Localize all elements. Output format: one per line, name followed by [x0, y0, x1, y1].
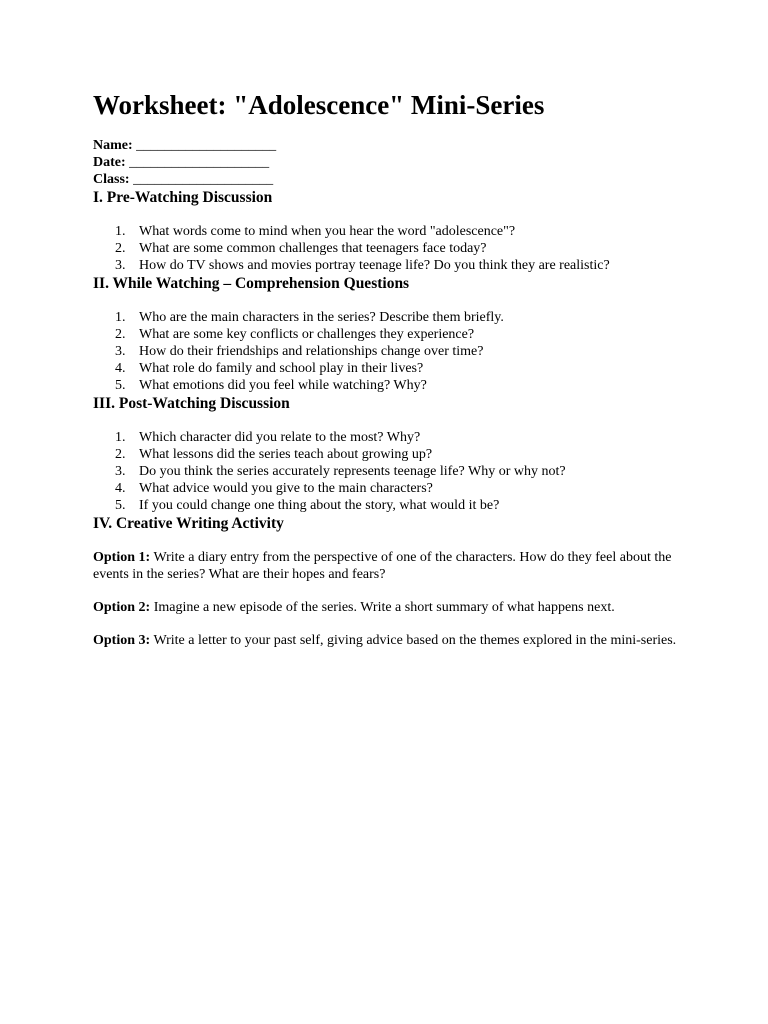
date-field [93, 154, 693, 171]
option-1-text: Write a diary entry from the perspective of one of the characters. How do they feel about the events in the series? What are their hopes and fears? [93, 550, 672, 582]
question-text: What lessons did the series teach about growing up? [139, 447, 433, 462]
pre-watching-heading: I. Pre-Watching Discussion [93, 189, 273, 206]
worksheet-page [93, 87, 693, 649]
option-2-label: Option 2: [93, 600, 151, 615]
page-title: Worksheet: "Adolescence" Mini-Series [93, 90, 545, 120]
question-text: What are some key conflicts or challenges they experience? [139, 327, 475, 342]
class-field [93, 171, 693, 188]
while-watching-questions [93, 309, 693, 394]
option-2 [93, 599, 683, 616]
date-field-blank: ____________________ [129, 155, 270, 170]
name-field-label: Name: [93, 138, 133, 153]
question-text: If you could change one thing about the story, what would it be? [139, 498, 500, 513]
list-item: 3. How do TV shows and movies portray teenage life? Do you think they are realistic? [115, 258, 610, 273]
list-item: 2. What lessons did the series teach about growing up? [115, 447, 433, 462]
name-field [93, 137, 693, 154]
list-item: 1. Who are the main characters in the series? Describe them briefly. [115, 310, 504, 325]
question-text: Do you think the series accurately represents teenage life? Why or why not? [139, 464, 566, 479]
list-item: 5. If you could change one thing about the story, what would it be? [115, 498, 500, 513]
question-text: What role do family and school play in their lives? [139, 361, 424, 376]
option-1 [93, 549, 683, 583]
question-text: What words come to mind when you hear the word "adolescence"? [139, 224, 516, 239]
name-field-blank: ____________________ [136, 138, 277, 153]
list-item: 2. What are some common challenges that teenagers face today? [115, 241, 487, 256]
option-2-text: Imagine a new episode of the series. Write a short summary of what happens next. [153, 600, 615, 615]
option-3-label: Option 3: [93, 633, 151, 648]
pre-watching-questions [93, 223, 693, 274]
question-text: How do TV shows and movies portray teenage life? Do you think they are realistic? [139, 258, 610, 273]
class-field-label: Class: [93, 172, 130, 187]
question-text: How do their friendships and relationships change over time? [139, 344, 484, 359]
post-watching-questions [93, 429, 693, 514]
list-item: 1. What words come to mind when you hear the word "adolescence"? [115, 224, 516, 239]
list-item: 3. Do you think the series accurately represents teenage life? Why or why not? [115, 464, 566, 479]
question-text: What are some common challenges that teenagers face today? [139, 241, 487, 256]
list-item: 5. What emotions did you feel while watching? Why? [115, 378, 427, 393]
post-watching-heading: III. Post-Watching Discussion [93, 395, 290, 412]
question-text: What emotions did you feel while watching? Why? [139, 378, 427, 393]
creative-writing-heading: IV. Creative Writing Activity [93, 515, 284, 532]
class-field-blank: ____________________ [133, 172, 274, 187]
option-1-label: Option 1: [93, 550, 151, 565]
list-item: 4. What advice would you give to the main characters? [115, 481, 433, 496]
student-info-fields [93, 137, 693, 188]
question-text: Who are the main characters in the series? Describe them briefly. [139, 310, 504, 325]
while-watching-heading: II. While Watching – Comprehension Questions [93, 275, 410, 292]
question-text: Which character did you relate to the most? Why? [139, 430, 421, 445]
question-text: What advice would you give to the main characters? [139, 481, 433, 496]
option-3-text: Write a letter to your past self, giving advice based on the themes explored in the mini-series. [153, 633, 677, 648]
list-item: 1. Which character did you relate to the most? Why? [115, 430, 421, 445]
list-item: 3. How do their friendships and relationships change over time? [115, 344, 484, 359]
list-item: 4. What role do family and school play in their lives? [115, 361, 424, 376]
list-item: 2. What are some key conflicts or challenges they experience? [115, 327, 475, 342]
date-field-label: Date: [93, 155, 126, 170]
option-3 [93, 632, 683, 649]
